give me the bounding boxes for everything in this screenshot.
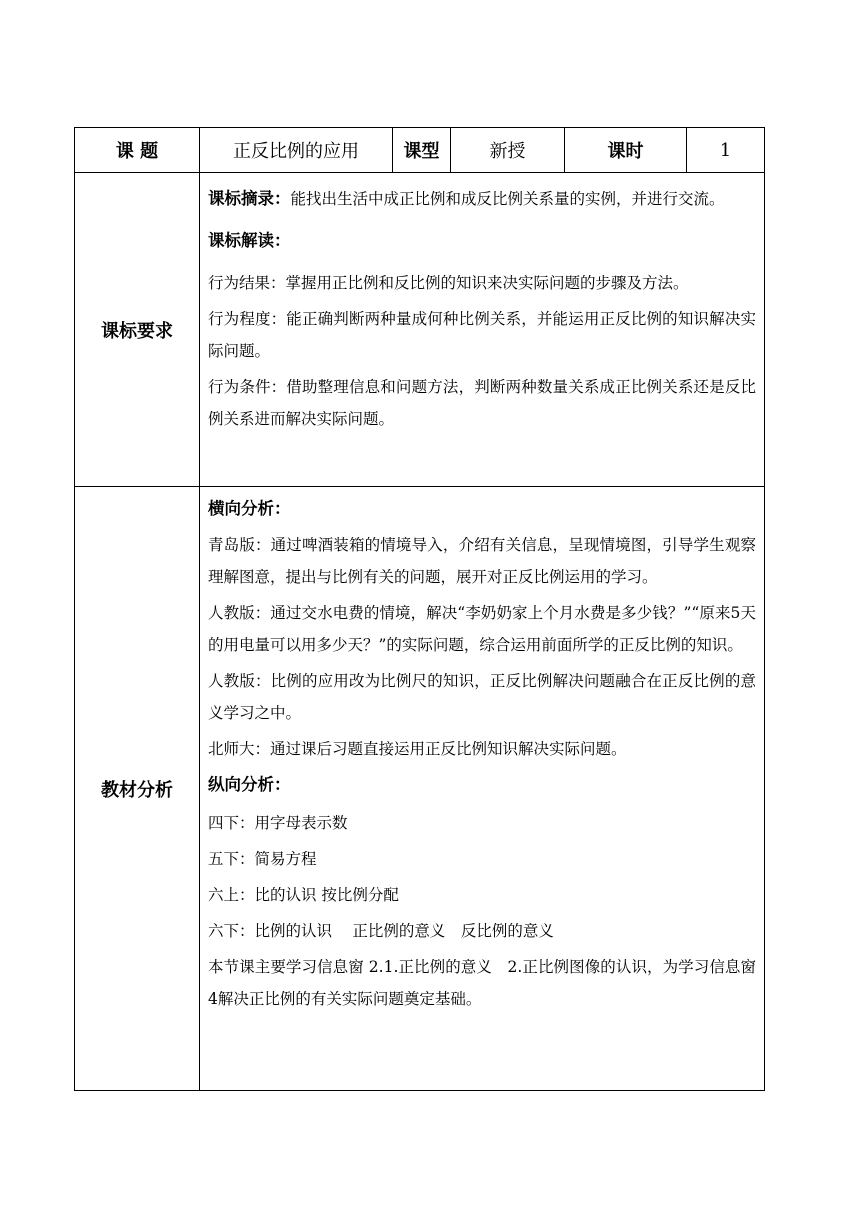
textbook-row — [75, 487, 765, 1091]
excerpt-title: 课标摘录： — [208, 189, 291, 208]
textbook-label: 教材分析 — [75, 487, 200, 1091]
vertical-item: 五下：简易方程 — [208, 850, 317, 868]
standard-item: 行为条件：借助整理信息和问题方法，判断两种数量关系成正比例关系还是反比例关系进而解决实际问题。 — [208, 378, 756, 428]
vertical-item: 四下：用字母表示数 — [208, 814, 348, 832]
textbook-content — [200, 487, 765, 1091]
interpretation-title: 课标解读： — [208, 231, 291, 250]
header-row — [75, 128, 765, 173]
lesson-type-label: 课型 — [393, 128, 451, 173]
period-value: 1 — [687, 128, 765, 173]
vertical-analysis-title: 纵向分析： — [208, 775, 291, 794]
standard-item: 行为结果：掌握用正比例和反比例的知识来决实际问题的步骤及方法。 — [208, 274, 689, 292]
horizontal-item: 人教版：比例的应用改为比例尺的知识，正反比例解决问题融合在正反比例的意义学习之中。 — [208, 672, 756, 722]
horizontal-item: 青岛版：通过啤酒装箱的情境导入，介绍有关信息，呈现情境图，引导学生观察理解图意，提出与比例有关的问题，展开对正反比例运用的学习。 — [208, 536, 756, 586]
horizontal-item: 北师大：通过课后习题直接运用正反比例知识解决实际问题。 — [208, 740, 627, 758]
standard-content — [200, 173, 765, 487]
vertical-item: 本节课主要学习信息窗 2.1.正比例的意义 2.正比例图像的认识，为学习信息窗4解决正比例的有关实际问题奠定基础。 — [208, 958, 756, 1008]
excerpt-text: 能找出生活中成正比例和成反比例关系量的实例，并进行交流。 — [290, 190, 725, 208]
standard-excerpt — [208, 181, 756, 217]
standard-label: 课标要求 — [75, 173, 200, 487]
standard-row — [75, 173, 765, 487]
lesson-plan-table — [74, 127, 765, 1091]
topic-value: 正反比例的应用 — [200, 128, 393, 173]
vertical-item: 六下：比例的认识 正比例的意义 反比例的意义 — [208, 922, 554, 940]
period-label: 课时 — [565, 128, 687, 173]
lesson-type-value: 新授 — [451, 128, 565, 173]
horizontal-analysis-title: 横向分析： — [208, 499, 291, 518]
horizontal-item: 人教版：通过交水电费的情境，解决“李奶奶家上个月水费是多少钱？”“原来5天的用电量可以用多少天？”的实际问题，综合运用前面所学的正反比例的知识。 — [208, 604, 756, 654]
standard-item: 行为程度：能正确判断两种量成何种比例关系，并能运用正反比例的知识解决实际问题。 — [208, 310, 756, 360]
topic-label: 课 题 — [75, 128, 200, 173]
vertical-item: 六上：比的认识 按比例分配 — [208, 886, 399, 904]
